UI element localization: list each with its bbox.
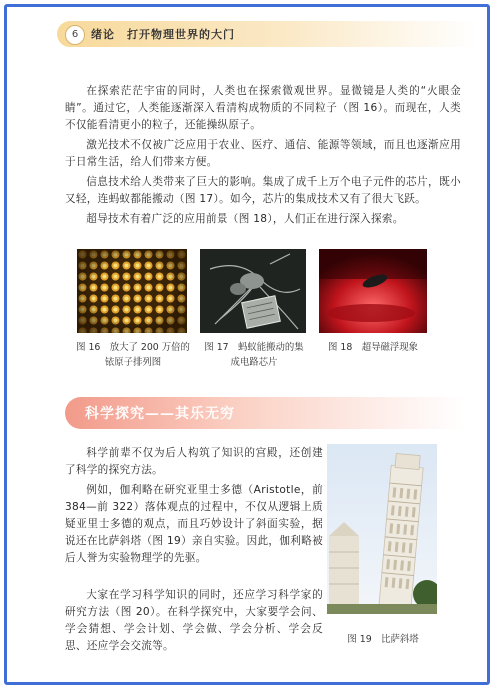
chapter-title: 绪论 打开物理世界的大门 [91, 28, 235, 41]
paragraph-microscope: 在探索茫茫宇宙的同时，人类也在探索微观世界。显微镜是人类的“火眼金睛”。通过它，人类能逐渐深入看清构成物质的不同粒子（图 16）。而现在，人类不仅能看清更小的粒子，还能操纵原子。 [65, 85, 461, 131]
paragraph-superconductor: 超导技术有着广泛的应用前景（图 18），人们正在进行深入探索。 [86, 213, 404, 225]
paragraph-learning-methods: 大家在学习科学知识的同时，还应学习科学家的研究方法（图 20）。在科学探究中，大家要学会问、学会猜想、学会计划、学会做、学会分析、学会反思、还应学会交流等。 [65, 589, 323, 652]
pisa-tower-image [327, 444, 437, 614]
caption-fig16: 图 16 放大了 200 万倍的铱原子排列图 [76, 342, 190, 368]
iridium-atoms-image [77, 249, 187, 333]
caption-fig19: 图 19 比萨斜塔 [347, 634, 419, 645]
caption-fig18: 图 18 超导磁浮现象 [328, 342, 418, 353]
page-header [57, 21, 477, 47]
figure-ant-chip [200, 249, 306, 333]
caption-fig17: 图 17 蚂蚁能搬动的集成电路芯片 [204, 342, 304, 368]
section-header [65, 397, 465, 429]
figure-iridium-atoms [77, 249, 187, 333]
figure-pisa-tower [327, 444, 437, 614]
superconductor-levitation-image [319, 249, 427, 333]
ant-chip-image [200, 249, 306, 333]
page-number: 6 [65, 25, 85, 45]
section-title: 科学探究——其乐无穷 [85, 406, 235, 422]
figure-superconductor [319, 249, 427, 333]
paragraph-laser: 激光技术不仅被广泛应用于农业、医疗、通信、能源等领域，而且也逐渐应用于日常生活，给人们带来方便。 [65, 139, 461, 168]
paragraph-chip: 信息技术给人类带来了巨大的影响。集成了成千上万个电子元件的芯片，既小又轻，连蚂蚁都能搬动（图 17）。如今，芯片的集成技术又有了很大飞跃。 [65, 176, 461, 205]
paragraph-science-method: 科学前辈不仅为后人构筑了知识的宫殿，还创建了科学的探究方法。 [65, 447, 323, 476]
page-frame [4, 4, 490, 685]
paragraph-galileo: 例如，伽利略在研究亚里士多德（Aristotle，前 384—前 322）落体观点的过程中，不仅从逻辑上质疑亚里士多德的观点，而且巧妙设计了斜面实验，据说还在比萨斜塔（图 19）亲自实验。因此，伽利略被后人誉为实验物理学的先驱。 [65, 484, 323, 564]
